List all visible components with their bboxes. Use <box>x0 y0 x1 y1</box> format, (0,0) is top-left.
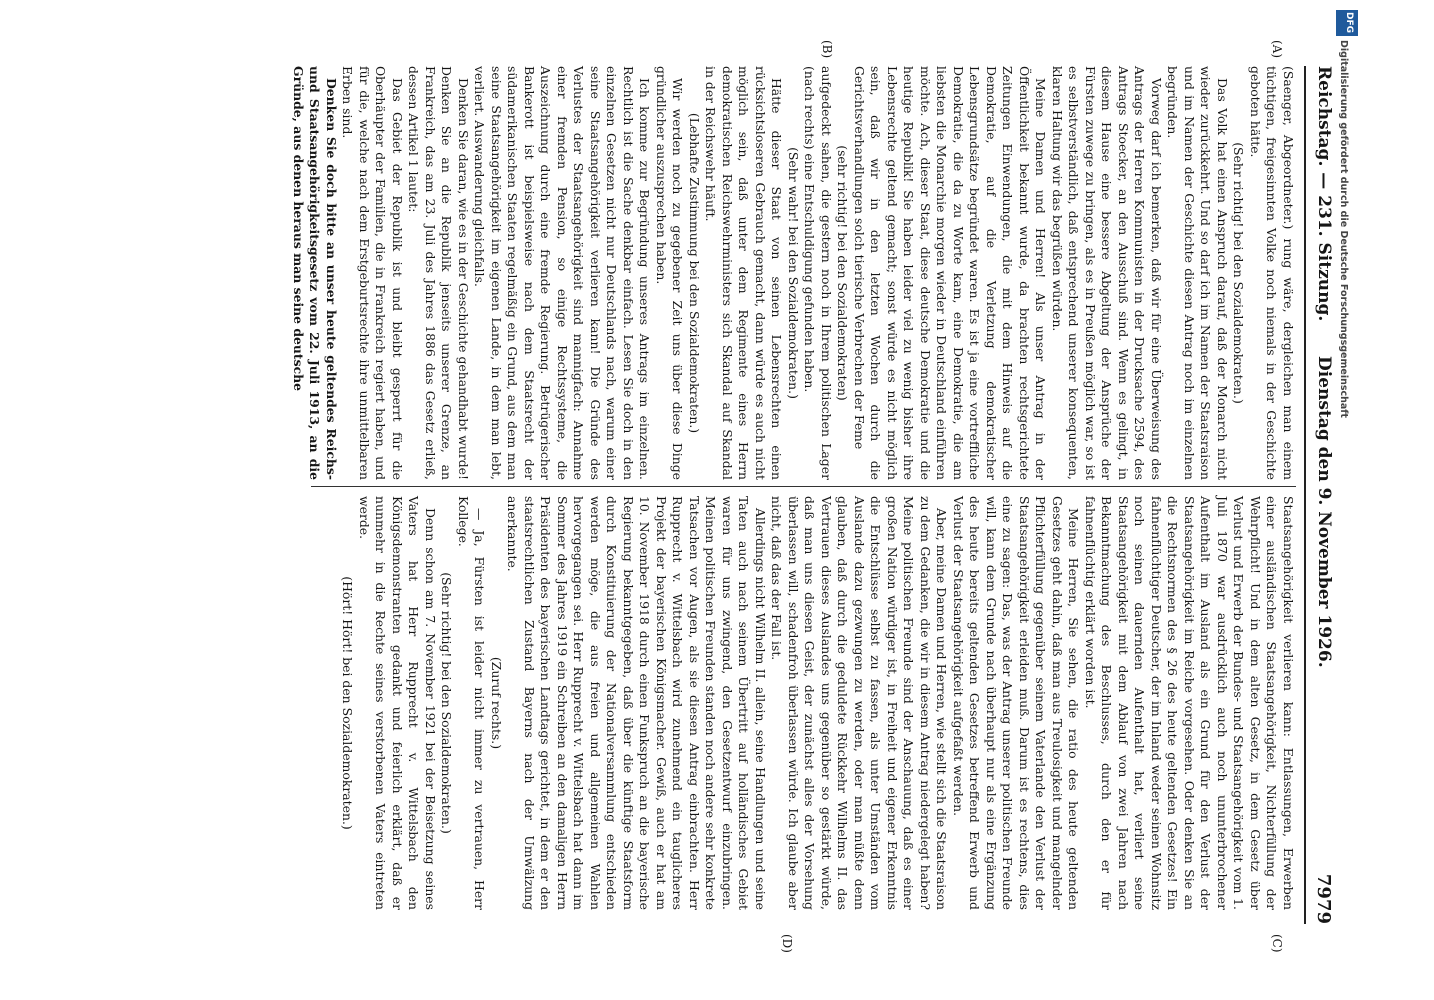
paragraph: Denken Sie doch bitte an unser heute geltendes Reichs- und Staatsangehörigkeitsgesetz vom 22. Juli 1913, an die Gründe, aus denen heraus man seine deutsche <box>291 66 339 480</box>
margin-marker-c: (C) <box>1270 934 1284 953</box>
paragraph: Allerdings nicht Wilhelm II. allein, seine Handlungen und seine Taten auch nach seinem Übertritt auf holländisches Gebiet waren für uns zwingend, den Gesetzentwurf einzubringen. Meinen politischen Freunden standen noch andere sehr konkrete Tatsachen vor Augen, als sie diesen Antrag einbrachten. Herr Rupprecht v. Wittelsbach wird zunehmend ein tauglicheres Projekt der bayerischen Königsmacher. Gewiß, auch er hat am 10. November 1918 durch einen Funkspruch an die bayerische Regierung bekanntgegeben, daß über die künftige Staatsform durch Konstituierung der Nationalversammlung entschieden werden möge, die aus freien und allgemeinen Wahlen hervorgegangen sei. Herr Rupprecht v. Wittelsbach hat dann im Sommer des Jahres 1919 ein Schreiben an den damaligen Herrn Präsidenten des bayerischen Landtags gerichtet, in dem er den staatsrechtlichen Zustand Bayerns nach der Umwälzung anerkannte. <box>505 496 768 910</box>
right-column <box>296 496 1296 910</box>
paragraph: Denn schon am 7. November 1921 bei der Beisetzung seines Vaters hat Herr Rupprecht v. Wittelsbach den Königsdemonstranten gedankt und feierlich erklärt, daß er nunmehr in die Rechte seines verstorbenen Vaters eintreten werde. <box>357 496 438 910</box>
paragraph: (Saenger, Abgeordneter.) rung wäre, dergleichen man einem tüchtigen, freigesinnten Volke noch niemals in der Geschichte geboten hätte. <box>1248 66 1296 480</box>
paragraph: Vorweg darf ich bemerken, daß wir für eine Überweisung des Antrags der Herren Kommunisten in der Drucksache 2594, des Antrags Stoecker, an den Ausschuß sind. Wenn es gelingt, in diesem Hause eine bessere Abgeltung der Ansprüche der Fürsten zuwege zu bringen, als es in Preußen möglich war, so ist es selbstverständlich, daß entsprechend unserer konsequenten, klaren Haltung wir das begrüßen würden. <box>1050 66 1164 480</box>
paragraph: Das Volk hat einen Anspruch darauf, daß der Monarch nicht wieder zurückkehrt. Und so darf ich im Namen der Staatsraison und im Namen der Geschichte diesen Antrag noch im einzelnen begründen. <box>1165 66 1230 480</box>
margin-marker-a: (A) <box>1270 40 1284 59</box>
interjection: (Lebhafte Zustimmung bei den Sozialdemokraten.) <box>687 112 702 434</box>
digitization-credit: Digitalisierung gefördert durch die Deutsche Forschungsgemeinschaft <box>1338 40 1349 418</box>
paragraph: Denken Sie daran, wie es in der Geschichte gehandhabt wurde! Denken Sie an die Republik jenseits unserer Grenze, an Frankreich, das am 23. Juli des Jahres 1886 das Gesetz erließ, dessen Artikel 1 lautet: <box>406 66 471 480</box>
paragraph: Hätte dieser Staat von seinen Lebensrechten einen rücksichtsloseren Gebrauch gemacht, dann würde es auch nicht möglich sein, daß unter dem Regimente eines Herrn demokratischen Reichswehrministers sich Skandal auf Skandal in der Reichswehr häuft. <box>703 66 785 480</box>
paragraph: aufgedeckt sahen, die gestern noch in Ihrem politischen Lager (nach rechts) eine Entschuldigung gefunden haben. <box>802 66 834 480</box>
paragraph: Meine Herren, Sie sehen, die ratio des heute geltenden Gesetzes geht dahin, daß man aus Treulosigkeit und mangelnder Pflichterfüllung gegenüber seinem Vaterlande den Verlust der Staatsangehörigkeit erleiden muß. Darum ist es rechtens, dies eine zu sagen: Das, was der Antrag unserer politischen Freunde will, kann dem Grunde nach überhaupt nur als eine Ergänzung des heute bereits geltenden Gesetzes betreffend Erwerb und Verlust der Staatsangehörigkeit aufgefaßt werden. <box>951 496 1082 910</box>
paragraph: Ich komme zur Begründung unseres Antrags im einzelnen. Rechtlich ist die Sache denkbar einfach. Lesen Sie doch in den einzelnen Gesetzen nicht nur Deutschlands nach, warum einer seine Staatsangehörigkeit verlieren kann! Die Gründe des Verlustes der Staatsangehörigkeit sind mannigfach: Annahme einer fremden Pension, so einige Rechtssysteme, die Auszeichnung durch eine fremde Regierung. Betrügerischer Bankerott ist beispielsweise nach dem Staatsrecht der südamerikanischen Staaten regelmäßig ein Grund, aus dem man seine Staatsangehörigkeit im eigenen Lande, in dem man lebt, verliert. Auswanderung gleichfalls. <box>472 66 653 480</box>
interjection: (Sehr richtig! bei den Sozialdemokraten.) <box>1231 142 1247 404</box>
left-column <box>291 66 1296 480</box>
interjection: (Zuruf rechts.) <box>489 656 504 750</box>
paragraph: Staatsangehörigkeit verlieren kann: Entlassungen, Erwerben einer ausländischen Staatsangehörigkeit, Nichterfüllung der Wehrpflicht! Und in dem alten Gesetz, in dem Gesetz über Verlust und Erwerb der Bundes- und Staatsangehörigkeit vom 1. Juli 1870 war ausdrücklich auch noch ununterbrochener Aufenthalt im Ausland als ein Grund für den Verlust der Staatsangehörigkeit im Reiche vorgesehen. Oder denken Sie an die Rechtsnormen des § 26 des heute geltenden Gesetzes! Ein fahnenflüchtiger Deutscher, der im Inland weder seinen Wohnsitz noch seinen dauernden Aufenthalt hat, verliert seine Staatsangehörigkeit mit dem Ablauf von zwei Jahren nach Bekanntmachung des Beschlusses, durch den er für fahnenflüchtig erklärt worden ist. <box>1083 496 1296 910</box>
dfg-logo: DFG <box>1336 10 1358 36</box>
header-session: Reichstag. — 231. Sitzung. <box>1314 66 1334 322</box>
interjection: (Sehr richtig! bei den Sozialdemokraten.) <box>439 572 455 834</box>
paragraph: Wir werden noch zu gegebener Zeit uns über diese Dinge gründlicher auszusprechen haben. <box>654 66 686 480</box>
interjection: (sehr richtig! bei den Sozialdemokraten) <box>835 145 851 401</box>
interjection: (Hört! Hört! bei den Sozialdemokraten.) <box>340 576 356 830</box>
paragraph: — Ja, Fürsten ist leider nicht immer zu vertrauen, Herr Kollege. <box>456 496 488 910</box>
paragraph: Aber, meine Damen und Herren, wie stellt sich die Staatsraison zu dem Gedanken, die wir in diesem Antrag niedergelegt haben? Meine politischen Freunde sind der Anschauung, daß es einer großen Nation würdiger ist, in Freiheit und eigener Erkenntnis die Entschlüsse selbst zu fassen, als unter Umständen vom Auslande dazu gezwungen zu werden, oder man müßte denn glauben, daß durch die geduldete Rückkehr Wilhelms II. das Vertrauen dieses Auslandes uns gegenüber so gestärkt würde, daß man uns diesen Geist, der zunächst alles der Vorsehung überlassen will, schadenfroh überlassen würde. Ich glaube aber nicht, daß das der Fall ist. <box>769 496 950 910</box>
interjection: (Sehr wahr! bei den Sozialdemokraten.) <box>786 147 801 399</box>
header-date: Dienstag den 9. November 1926. <box>1314 356 1334 668</box>
quoted-law: Das Gebiet der Republik ist und bleibt gesperrt für die Oberhäupter der Familien, die in Frankreich regiert haben, und für die, welche nach dem Erstgeburtsrechte ihre unmittelbaren Erben sind. <box>340 66 405 480</box>
paragraph: Meine Damen und Herren! Als unser Antrag in der Öffentlichkeit bekannt wurde, da brachten rechtsgerichtete Zeitungen Einwendungen, die mit dem Hinweis auf die Demokratie, auf die Verletzung demokratischer Lebensgrundsätze begründet waren. Es ist ja eine vortreffliche Demokratie, die da zu Worte kam, eine Demokratie, die am liebsten die Monarchie morgen wieder in Deutschland einführen möchte. Ach, dieser Staat, diese deutsche Demokratie und die heutige Republik! Sie haben leider viel zu wenig bisher ihre Lebensrechte geltend gemacht; sonst würde es nicht möglich sein, daß wir in den letzten Wochen durch die Gerichtsverhandlungen solch tierische Verbrechen der Feme <box>852 66 1049 480</box>
column-divider <box>311 486 1296 487</box>
header-rule <box>1304 66 1306 924</box>
margin-marker-b: (B) <box>820 40 834 59</box>
page-number: 7979 <box>1313 873 1334 924</box>
page-header <box>1308 66 1334 924</box>
margin-marker-d: (D) <box>780 934 794 953</box>
